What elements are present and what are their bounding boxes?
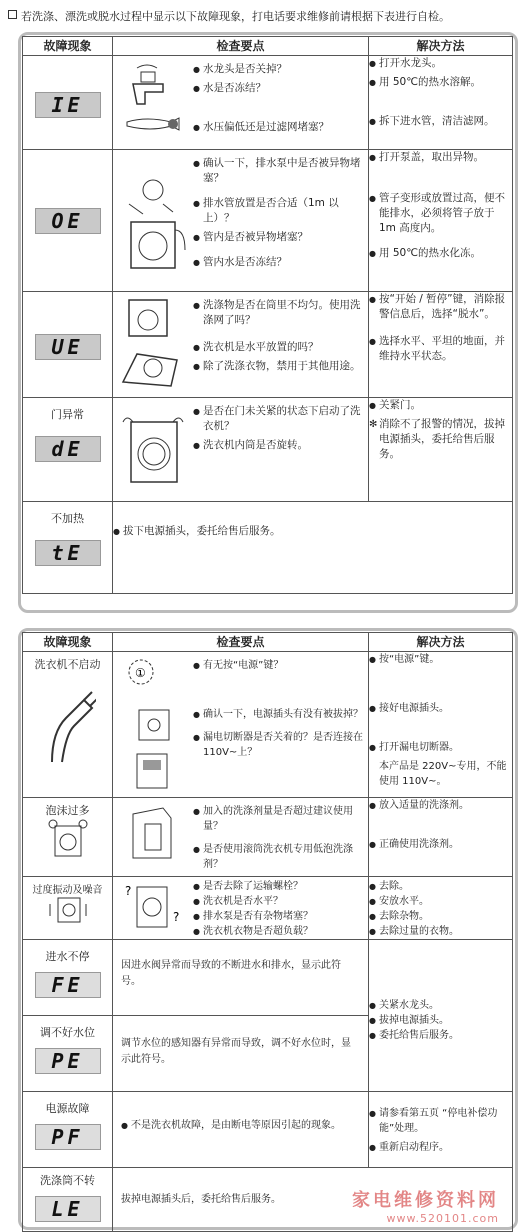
check-cell [113, 398, 369, 502]
symptom-label: 不加热 [51, 512, 84, 525]
check-item: ● 管内是否被异物堵塞？ [193, 230, 368, 245]
check-item: ● 是否使用滚筒洗衣机专用低泡洗涤剂？ [193, 842, 368, 872]
solution-item: ● 打开漏电切断器。 [369, 740, 512, 755]
symptom-cell [23, 150, 113, 292]
solution-item: ● 正确使用洗涤剂。 [369, 837, 512, 852]
check-text: 因进水阀异常而导致的不断进水和排水，显示此符号。 [121, 960, 341, 987]
table-row [23, 940, 513, 1016]
symptom-label: 调不好水位 [40, 1026, 95, 1039]
check-item: ● 洗衣机是否水平？ [193, 894, 368, 909]
check-item: ● 排水泵是否有杂物堵塞？ [193, 909, 368, 924]
solution-item: ● 放入适量的洗涤剂。 [369, 798, 512, 813]
solution-item: ● 关紧水龙头。 [369, 998, 512, 1013]
solution-item: ● 打开泵盖，取出异物。 [369, 150, 512, 165]
check-item: ● 洗衣机是水平放置的吗？ [193, 340, 368, 355]
solution-item: ● 委托给售后服务。 [369, 1028, 512, 1043]
check-cell [113, 1016, 369, 1092]
check-item: ● 拔下电源插头，委托给售后服务。 [113, 524, 512, 539]
detergent-icon [119, 804, 187, 862]
solution-cell [369, 292, 513, 398]
symptom-cell [23, 56, 113, 150]
watermark-url: www.520101.com [386, 1212, 499, 1225]
symptom-label: 进水不停 [45, 950, 90, 963]
solution-item: ● 按“开始 / 暂停”键，消除报警信息后，选择“脱水”。 [369, 292, 512, 322]
check-cell [113, 798, 369, 877]
check-cell [113, 56, 369, 150]
intro-text: 若洗涤、漂洗或脱水过程中显示以下故障现象，打电话要求维修前请根据下表进行自检。 [21, 10, 450, 23]
svg-text:?: ? [173, 910, 180, 924]
solution-cell [369, 877, 513, 940]
symptom-label: 电源故障 [45, 1102, 90, 1115]
plug-icon [23, 682, 112, 775]
check-item: ● 水龙头是否关掉？ [193, 62, 368, 77]
error-code-display: PF [35, 1124, 101, 1150]
col-solution: 解决方法 [369, 37, 513, 56]
symptom-cell [23, 398, 113, 502]
solution-cell [369, 798, 513, 877]
symptom-label: 洗涤筒不转 [40, 1174, 95, 1187]
symptom-cell [23, 940, 113, 1016]
solution-item: ● 按“电源”键。 [369, 652, 512, 667]
washer-door-icon [119, 412, 189, 488]
error-code-display: OE [35, 208, 101, 234]
error-code-display: IE [35, 92, 101, 118]
solution-item: ● 打开水龙头。 [369, 56, 512, 71]
check-item: ● 水压偏低还是过滤网堵塞？ [193, 120, 368, 135]
solution-item: ● 去除。 [369, 879, 512, 894]
col-solution: 解决方法 [369, 633, 513, 652]
solution-item: ✻ 消除不了报警的情况，拔掉电源插头，委托给售后服务。 [369, 417, 512, 462]
col-check: 检查要点 [113, 37, 369, 56]
noise-washer-icon [119, 881, 187, 931]
solution-cell [369, 652, 513, 798]
check-text: 调节水位的感知器有异常而导致，调不好水位时，显示此符号。 [121, 1038, 351, 1065]
table-row [23, 56, 513, 150]
symptom-cell [23, 292, 113, 398]
table-row [23, 502, 513, 594]
check-cell [113, 940, 369, 1016]
symptom-cell [23, 877, 113, 940]
solution-item: ● 去除杂物。 [369, 909, 512, 924]
check-cell [113, 502, 513, 594]
solution-item: ● 请参看第五页 “停电补偿功能”处理。 [369, 1106, 512, 1136]
washer-tilted-icon [119, 296, 187, 392]
solution-item: ● 关紧门。 [369, 398, 512, 413]
col-check: 检查要点 [113, 633, 369, 652]
table-row [23, 150, 513, 292]
symptom-cell [23, 652, 113, 798]
solution-cell [369, 150, 513, 292]
symptom-cell [23, 1168, 113, 1232]
check-item: ● 排水管放置是否合适（1m 以上）？ [193, 196, 368, 226]
col-symptom: 故障现象 [23, 37, 113, 56]
check-text: 拔掉电源插头后，委托给售后服务。 [121, 1194, 281, 1205]
error-code-display: UE [35, 334, 101, 360]
watermark-cn: 家电维修资料网 [352, 1190, 499, 1211]
fault-table-2 [22, 632, 513, 1232]
check-cell [113, 150, 369, 292]
error-code-display: FE [35, 972, 101, 998]
table-row [23, 1092, 513, 1168]
table-row [23, 292, 513, 398]
check-item: ● 是否在门未关紧的状态下启动了洗衣机？ [193, 404, 368, 434]
solution-item: ● 安放水平。 [369, 894, 512, 909]
svg-text:?: ? [125, 884, 132, 898]
symptom-cell [23, 1016, 113, 1092]
check-cell [113, 652, 369, 798]
svg-text:①: ① [135, 666, 146, 680]
power-button-icon [119, 656, 187, 792]
symptom-cell [23, 1092, 113, 1168]
symptom-label: 洗衣机不启动 [34, 658, 101, 671]
check-item: ● 确认一下，排水泵中是否被异物堵塞？ [193, 156, 368, 186]
check-item: ● 加入的洗涤剂量是否超过建议使用量？ [193, 804, 368, 834]
check-item: ● 有无按“电源”键？ [193, 658, 368, 673]
check-item: ● 确认一下，电源插头有没有被拔掉？ [193, 707, 368, 722]
table-row [23, 652, 513, 798]
watermark [352, 1186, 499, 1225]
check-item: ● 不是洗衣机故障，是由断电等原因引起的现象。 [121, 1118, 360, 1133]
check-item: ● 洗涤物是否在筒里不均匀。使用洗涤网了吗？ [193, 298, 368, 328]
solution-cell [369, 940, 513, 1092]
symptom-cell [23, 798, 113, 877]
solution-item: ● 选择水平、平坦的地面，并维持水平状态。 [369, 334, 512, 364]
check-item: ● 洗衣机内筒是否旋转。 [193, 438, 368, 453]
error-code-display: tE [35, 540, 101, 566]
error-code-display: PE [35, 1048, 101, 1074]
solution-item: ● 用 50℃的热水化冻。 [369, 246, 512, 261]
solution-item: ● 用 50℃的热水溶解。 [369, 75, 512, 90]
foam-icon [23, 818, 112, 861]
intro-note [8, 8, 450, 24]
check-item: ● 洗衣机衣物是否超负载？ [193, 924, 368, 939]
solution-cell [369, 56, 513, 150]
table-row [23, 398, 513, 502]
solution-item: ● 去除过量的衣物。 [369, 924, 512, 939]
solution-cell [369, 398, 513, 502]
vibration-icon [23, 896, 112, 927]
faucet-icon [119, 64, 187, 142]
checkbox-icon [8, 10, 17, 19]
drain-pump-icon [119, 174, 187, 274]
check-cell [113, 1092, 369, 1168]
error-code-display: LE [35, 1196, 101, 1222]
col-symptom: 故障现象 [23, 633, 113, 652]
solution-cell [369, 1092, 513, 1168]
solution-item: ● 拔掉电源插头。 [369, 1013, 512, 1028]
check-item: ● 管内水是否冻结？ [193, 255, 368, 270]
table-row [23, 877, 513, 940]
check-item: ● 水是否冻结？ [193, 81, 368, 96]
symptom-label: 门异常 [51, 408, 84, 421]
solution-item: ● 管子变形或放置过高，便不能排水，必须将管子放于 1m 高度内。 [369, 191, 512, 236]
table-row [23, 798, 513, 877]
check-cell [113, 292, 369, 398]
check-item: ● 漏电切断器是否关着的？是否连接在 110V~上？ [193, 730, 368, 760]
symptom-label: 泡沫过多 [45, 804, 90, 817]
symptom-label: 过度振动及噪音 [32, 885, 103, 896]
fault-table-1 [22, 36, 513, 594]
check-item: ● 是否去除了运输螺栓？ [193, 879, 368, 894]
solution-item: 本产品是 220V~专用，不能使用 110V~。 [379, 761, 507, 787]
check-cell [113, 877, 369, 940]
solution-item: ● 接好电源插头。 [369, 701, 512, 716]
check-item: ● 除了洗涤衣物，禁用于其他用途。 [193, 359, 368, 374]
error-code-display: dE [35, 436, 101, 462]
symptom-cell [23, 502, 113, 594]
solution-item: ● 拆下进水管，清洁滤网。 [369, 114, 512, 129]
solution-item: ● 重新启动程序。 [369, 1140, 512, 1155]
